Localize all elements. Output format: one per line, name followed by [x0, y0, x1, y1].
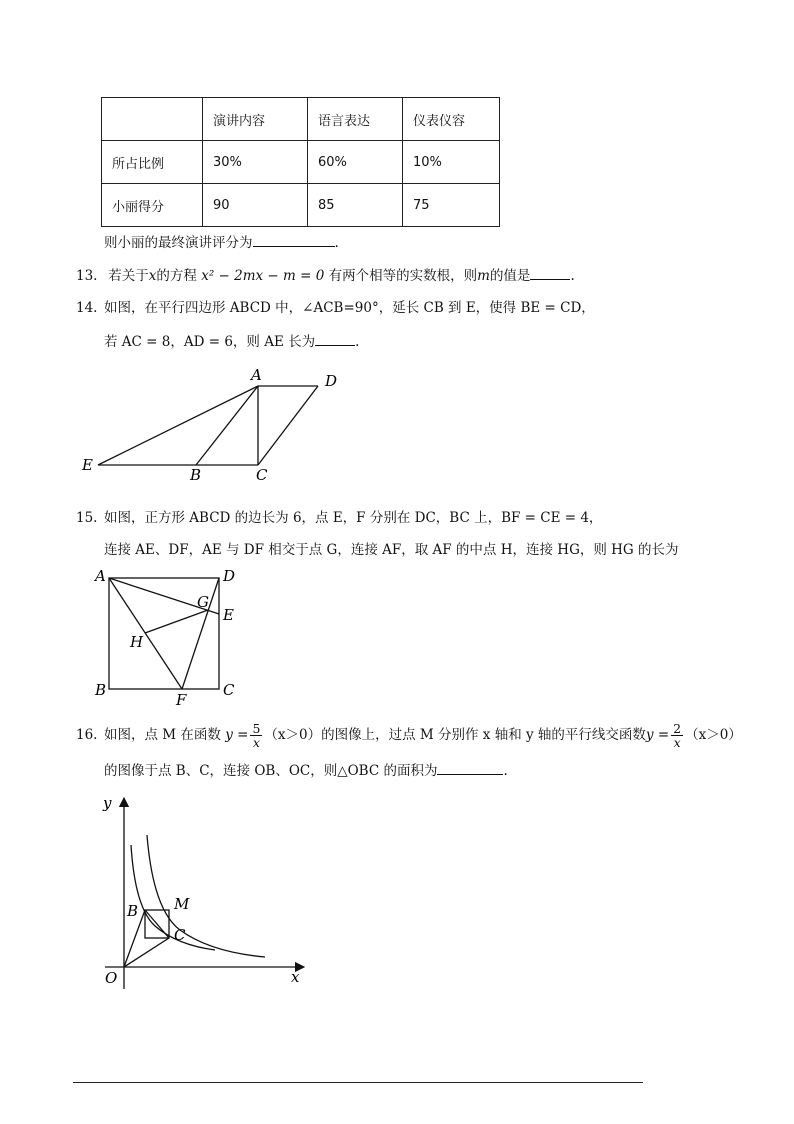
q16-text: 如图，点 M 在函数 — [104, 727, 221, 743]
segment-ea — [98, 386, 258, 465]
table-cell: 仪表仪容 — [403, 98, 500, 141]
period: . — [355, 334, 360, 350]
score-table — [101, 97, 500, 227]
label-b: B — [190, 466, 202, 484]
segment-bc — [145, 910, 169, 938]
label-m: M — [174, 895, 190, 913]
period: . — [570, 268, 575, 284]
label-d: D — [325, 372, 338, 390]
table-cell: 85 — [308, 184, 403, 227]
label-c: C — [174, 926, 186, 944]
table-row — [102, 184, 500, 227]
q13-text: 的值是 — [489, 268, 531, 284]
square-figure — [92, 566, 242, 708]
q13-text: 若关于 — [108, 268, 149, 284]
question-number: 13. — [76, 268, 98, 284]
q12-tail-line — [104, 232, 339, 253]
period: . — [334, 235, 339, 251]
table-cell — [102, 98, 203, 141]
question-13 — [76, 265, 575, 286]
q16-text: （x＞0）的图像上，过点 M 分别作 x 轴和 y 轴的平行线交函数 — [264, 727, 646, 743]
label-e: E — [223, 606, 234, 624]
hyperbola-figure — [95, 790, 315, 995]
curve-y-2-over-x — [131, 845, 215, 950]
label-x: x — [291, 968, 300, 986]
table-cell: 所占比例 — [102, 141, 203, 184]
label-c: C — [256, 466, 268, 484]
answer-blank — [530, 265, 570, 280]
q15-text: 连接 AE、DF，AE 与 DF 相交于点 G，连接 AF，取 AF 的中点 H，连接 HG，则 HG 的长为 — [104, 542, 679, 558]
fraction-2-over-x — [671, 722, 683, 749]
question-number: 15. — [76, 510, 98, 526]
segment-hg — [145, 610, 208, 633]
curve-y-5-over-x — [147, 835, 265, 957]
var-x: x — [148, 268, 157, 284]
label-b: B — [127, 902, 139, 920]
q16-text: 的图像于点 B、C，连接 OB、OC，则△OBC 的面积为 — [104, 763, 438, 779]
answer-blank — [437, 760, 503, 775]
numerator: 2 — [673, 721, 682, 736]
table-cell: 小丽得分 — [102, 184, 203, 227]
question-14-line1 — [76, 298, 595, 318]
table-cell: 演讲内容 — [203, 98, 308, 141]
label-c: C — [223, 681, 235, 699]
segment-cd — [258, 386, 318, 465]
answer-blank — [315, 331, 355, 346]
label-d: D — [223, 567, 236, 585]
segment-ba — [196, 386, 258, 465]
q14-text: 如图，在平行四边形 ABCD 中，∠ACB=90°，延长 CB 到 E，使得 BE = CD， — [104, 300, 595, 316]
q13-text: 的方程 — [156, 268, 197, 284]
label-a: A — [251, 366, 262, 384]
q16-text: （x＞0） — [685, 727, 742, 743]
denominator: x — [252, 735, 260, 750]
numerator: 5 — [252, 721, 261, 736]
table-cell: 60% — [308, 141, 403, 184]
question-16-line1 — [76, 722, 742, 749]
table-cell: 语言表达 — [308, 98, 403, 141]
question-number: 14. — [76, 300, 98, 316]
table-cell: 90 — [203, 184, 308, 227]
label-b: B — [95, 681, 107, 699]
question-15-line1 — [76, 508, 602, 528]
label-h: H — [130, 633, 144, 651]
label-f: F — [176, 691, 187, 708]
question-14-line2 — [104, 331, 359, 352]
segment-oc — [124, 938, 169, 967]
label-o: O — [105, 969, 118, 987]
label-a: A — [95, 567, 106, 585]
label-g: G — [197, 593, 209, 611]
q15-text: 如图，正方形 ABCD 的边长为 6，点 E，F 分别在 DC，BC 上，BF = CE = 4， — [104, 510, 603, 526]
q13-text: 有两个相等的实数根，则 — [328, 268, 478, 284]
q12-tail-text: 则小丽的最终演讲评分为 — [104, 235, 253, 251]
var-m: m — [477, 268, 490, 284]
footer-rule — [73, 1082, 643, 1083]
table-row — [102, 141, 500, 184]
q16-y: y = — [225, 727, 249, 743]
table-cell: 30% — [203, 141, 308, 184]
question-15-line2 — [104, 540, 679, 560]
table-cell: 75 — [403, 184, 500, 227]
fraction-5-over-x — [250, 722, 262, 749]
period: . — [503, 763, 508, 779]
label-e: E — [82, 456, 93, 474]
answer-blank — [253, 232, 335, 247]
q13-equation: x² − 2mx − m = 0 — [201, 268, 325, 284]
question-number: 16. — [76, 727, 98, 743]
label-y: y — [103, 794, 112, 812]
table-header-row — [102, 98, 500, 141]
denominator: x — [673, 735, 681, 750]
table-cell: 10% — [403, 141, 500, 184]
q14-text: 若 AC = 8，AD = 6，则 AE 长为 — [104, 334, 316, 350]
parallelogram-figure — [78, 362, 348, 484]
question-16-line2 — [104, 760, 508, 781]
q16-y: y = — [645, 727, 670, 743]
